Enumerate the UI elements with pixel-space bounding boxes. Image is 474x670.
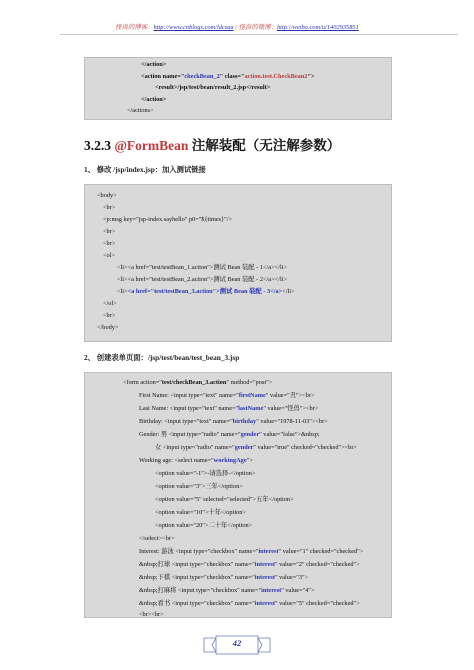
code-line: <br> <box>103 228 116 235</box>
code-block-index-jsp <box>84 184 392 342</box>
code-line: &nbsp;打麻将 <input type="checkbox" name="interest" value="4"> <box>139 587 315 594</box>
code-block-actions <box>84 57 392 120</box>
code-line: &nbsp;打球 <input type="checkbox" name="interest" value="2" checked="checked"> <box>139 561 360 568</box>
section-heading: 3.2.3 @FormBean 注解装配（无注解参数） <box>84 138 341 153</box>
blog-link[interactable]: http://www.cnblogs.com/ldcsaa <box>153 24 234 31</box>
code-line: <option value="-1">-请选择-</option> <box>155 470 256 477</box>
page-header <box>0 22 474 31</box>
code-line: Last Name: <input type="text" name="lastName" value="怪兽"><br> <box>139 405 319 412</box>
code-block-form-jsp <box>84 372 392 618</box>
code-line: </actions> <box>127 107 154 114</box>
code-line: <action name="checkBean_2" class="action.test.CheckBean2"> <box>141 72 315 80</box>
code-line: First Name: <input type="text" name="firstName" value="丑"><br> <box>139 392 315 399</box>
code-line: <option value="10">十年</option> <box>155 509 246 516</box>
code-line: Interest: 游泳 <input type="checkbox" name="interest" value="1" checked="checked"> <box>139 548 364 555</box>
page-number-badge <box>202 634 272 656</box>
code-line: <option value="20">二十年</option> <box>155 522 253 529</box>
code-line: 女 <input type="radio" name="gender" value="true" checked="checked"><br> <box>155 444 357 451</box>
header-divider <box>60 34 458 35</box>
code-line: </ol> <box>103 300 117 307</box>
code-line: <body> <box>97 192 117 199</box>
code-line: <form action="test/checkBean_3.action" method="post"> <box>123 379 273 386</box>
code-line: <br><br> <box>139 611 164 618</box>
blog-label: 怪兽的博客： <box>115 24 154 31</box>
page-number: 42 <box>232 638 242 648</box>
code-line: &nbsp;下棋 <input type="checkbox" name="interest" value="3"> <box>139 574 309 581</box>
code-line: <result>/jsp/test/bean/result_2.jsp</result> <box>155 84 271 91</box>
code-line: Working age: <select name="workingAge"> <box>139 457 253 464</box>
weibo-label: 怪兽的微博： <box>238 24 277 31</box>
code-line: <li><a href="test/testBean_1.action">测试 Bean 装配 - 1</a></li> <box>117 264 288 271</box>
code-line: </action> <box>141 61 167 68</box>
code-line: <br> <box>103 204 116 211</box>
code-line: <li><a href="test/testBean_3.action">测试 Bean 装配 - 3</a></li> <box>117 288 295 295</box>
code-line: <option value="3">三年</option> <box>155 483 243 490</box>
code-line: Gender: 男 <input type="radio" name="gender" value="false">&nbsp; <box>139 431 320 438</box>
step-2-heading: 2、 创建表单页面：/jsp/test/bean/test_bean_3.jsp <box>84 353 240 362</box>
step-1-heading: 1、 修改 /jsp/index.jsp：加入测试链接 <box>84 165 206 174</box>
code-line: <br> <box>103 312 116 319</box>
code-line: </select><br> <box>139 535 175 542</box>
code-line: &nbsp;看书 <input type="checkbox" name="interest" value="5" checked="checked"> <box>139 600 360 607</box>
code-line: <br> <box>103 240 116 247</box>
code-line: <option value="5" selected="selected">五年</option> <box>155 496 294 503</box>
code-line: <li><a href="test/testBean_2.action">测试 Bean 装配 - 2</a></li> <box>117 276 288 283</box>
code-line: </body> <box>97 324 119 331</box>
code-line: Birthday: <input type="text" name="birthday" value="1978-11-03"><br> <box>139 418 328 425</box>
weibo-link[interactable]: http://weibo.com/u/1402935851 <box>276 24 359 31</box>
code-line: <ol> <box>103 252 116 259</box>
code-line: </action> <box>141 95 167 103</box>
header-separator: / <box>233 24 239 31</box>
code-line: <p:msg key="jsp-index.sayhello" p0="${times}"/> <box>103 216 232 223</box>
